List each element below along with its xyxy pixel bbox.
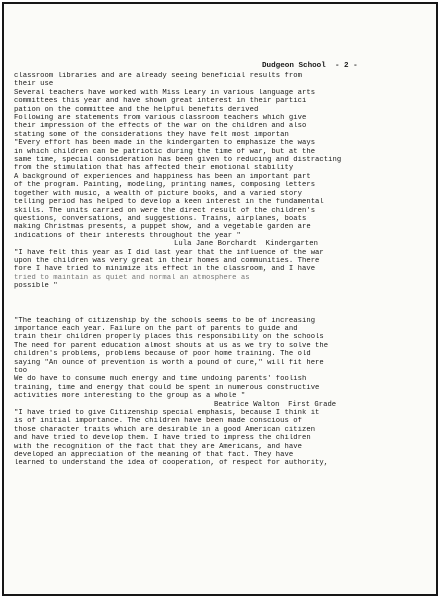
text-line: importance each year. Failure on the part of parents to guide and: [14, 324, 298, 333]
paragraph-committees: [14, 89, 434, 114]
text-line: questions, conversations, and suggestions. Trains, airplanes, boats: [14, 214, 307, 223]
paragraph-citizenship-2: [14, 375, 434, 409]
text-line: possible ": [14, 282, 58, 291]
text-line: "The teaching of citizenship by the schools seems to be of increasing: [14, 316, 316, 325]
text-line: "I have felt this year as I did last year that the influence of the war: [14, 248, 324, 257]
signature-line: Beatrice Walton First Grade: [214, 400, 337, 409]
text-line: learned to understand the idea of cooperation, of respect for authority,: [14, 459, 329, 468]
text-line: fore I have tried to minimize its effect in the classroom, and I have: [14, 265, 316, 274]
text-line: telling period has helped to develop a keen interest in the fundamental: [14, 198, 324, 207]
document-page: [2, 2, 438, 596]
text-line: training, time and energy that could be spent in numerous constructive: [14, 383, 320, 392]
text-line: A background of experiences and happiness has been an important part: [14, 172, 311, 181]
text-line: activities more interesting to the group as a whole ": [14, 392, 246, 401]
text-line: Several teachers have worked with Miss Leary in various language arts: [14, 88, 316, 97]
paragraph-kindergarten-2: [14, 173, 434, 249]
text-line: together with music, a wealth of picture books, and a varied story: [14, 189, 302, 198]
header-page-number: - 2 -: [334, 62, 358, 70]
text-line: indications of their interests throughout the year ": [14, 231, 241, 240]
signature-line: Lula Jane Borchardt Kindergarten: [174, 240, 318, 249]
text-line: upon the children was very great in their homes and communities. There: [14, 256, 320, 265]
text-line: too: [14, 367, 28, 375]
text-line: those character traits which are desirable in a good American citizen: [14, 425, 316, 434]
text-line: tried to maintain as quiet and normal an atmosphere as: [14, 273, 250, 282]
text-line: is of initial importance. The children have been made conscious of: [14, 417, 302, 426]
text-line: pation on the committee and the helpful benefits derived: [14, 105, 259, 114]
text-line: stating some of the considerations they have felt most importan: [14, 130, 289, 139]
text-line: of the program. Painting, modeling, printing names, composing letters: [14, 181, 316, 190]
text-line: developed an appreciation of the meaning of that fact. They have: [14, 451, 294, 460]
paragraph-continuation: [14, 72, 434, 89]
text-line: in which children can be patriotic during the time of war, but at the: [14, 147, 316, 156]
text-line: committees this year and have shown great interest in their partici: [14, 97, 307, 106]
paragraph-kindergarten-1: [14, 139, 434, 173]
text-line: and have tried to develop them. I have tried to impress the children: [14, 434, 311, 443]
text-line: their use: [14, 80, 54, 89]
text-line: making Christmas presents, a puppet show, and a vegetable garden are: [14, 223, 311, 232]
text-line: classroom libraries and are already seeing beneficial results from: [14, 72, 302, 80]
page-header: [262, 62, 358, 70]
text-line: saying "An ounce of prevention is worth a pound of cure," will fit here: [14, 358, 324, 367]
paragraph-statements-intro: [14, 114, 434, 139]
text-line: The need for parent education almost shouts at us as we try to solve the: [14, 341, 329, 350]
text-line: skills. The units carried on were the direct result of the children's: [14, 206, 316, 215]
text-line: with the recognition of the fact that they are Americans, and have: [14, 442, 302, 451]
paragraph-war-influence: [14, 249, 434, 291]
text-line: train their children properly places this responsibility on the schools: [14, 333, 324, 342]
text-line: We do have to consume much energy and time undoing parents' foolish: [14, 375, 307, 384]
text-line: their impression of the effects of the war on the children and also: [14, 122, 307, 131]
header-school: Dudgeon School: [262, 62, 326, 70]
text-line: children's problems, problems because of poor home training. The old: [14, 350, 311, 359]
text-line: "I have tried to give Citizenship special emphasis, because I think it: [14, 409, 320, 418]
text-line: Following are statements from various classroom teachers which give: [14, 114, 307, 123]
document-body: [14, 72, 434, 468]
paragraph-citizenship-1: [14, 317, 434, 376]
text-line: "Every effort has been made in the kindergarten to emphasize the ways: [14, 139, 316, 148]
text-line: from the stimulation that has affected their emotional stability: [14, 164, 294, 173]
text-line: same time, special consideration has been given to reducing and distracting: [14, 156, 342, 165]
paragraph-citizenship-3: [14, 409, 434, 468]
